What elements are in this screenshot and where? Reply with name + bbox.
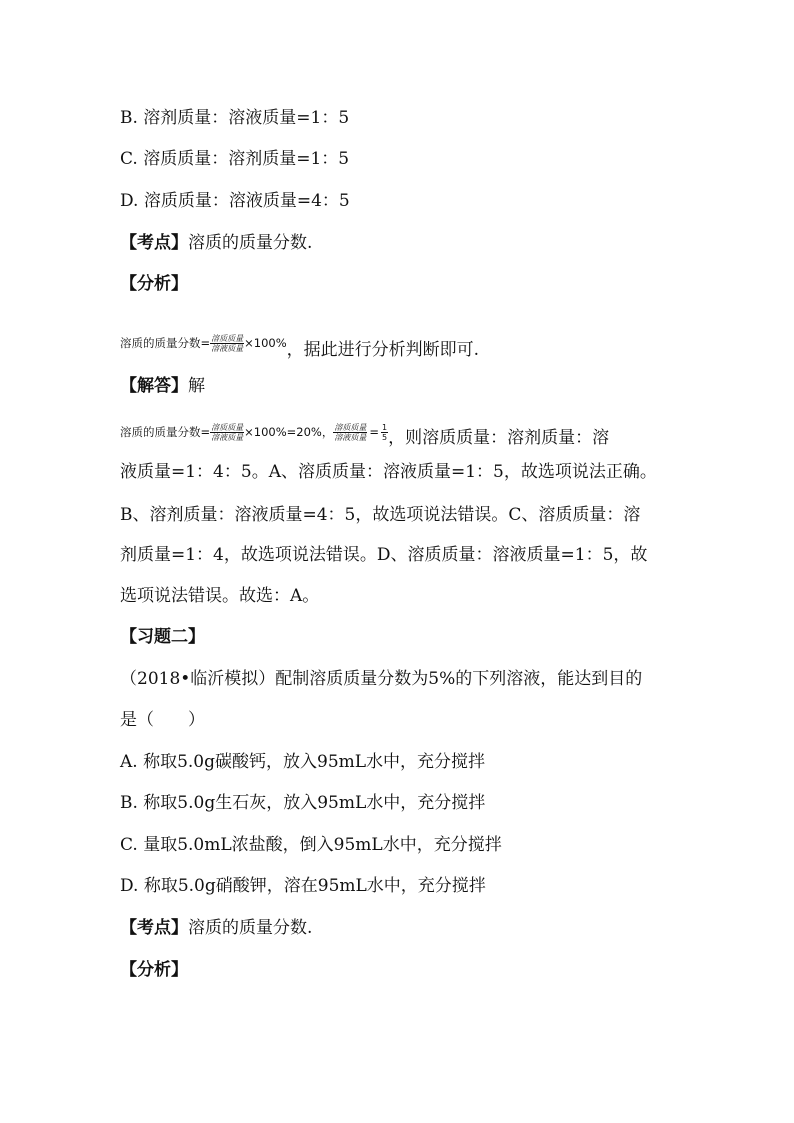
fraction-numerator: 1 [382, 422, 388, 432]
fraction [333, 423, 367, 442]
formula-rhs: ×100% [244, 336, 287, 350]
kaodian-tag: 【考点】 [120, 918, 188, 938]
formula2-eq: = [369, 425, 379, 439]
answer-line: B、溶剂质量：溶液质量=4：5，故选项说法错误。C、溶质质量：溶 [120, 505, 641, 525]
q2-option-b: B. 称取5.0g生石灰，放入95mL水中，充分搅拌 [120, 793, 486, 813]
formula2-suffix: ，则溶质质量：溶剂质量：溶 [388, 428, 610, 448]
fraction [210, 423, 244, 442]
jieda-text: 解 [188, 376, 205, 396]
fraction-denominator: 溶液质量 [334, 432, 367, 442]
fraction-denominator: 溶液质量 [211, 432, 244, 442]
formula2-mid: ×100%=20%， [244, 425, 334, 439]
formula-suffix: ，据此进行分析判断即可. [286, 340, 480, 360]
q2-stem-line: （2018•临沂模拟）配制溶质质量分数为5%的下列溶液，能达到目的 [120, 669, 643, 689]
formula2-lhs: 溶质的质量分数= [120, 425, 211, 439]
q2-option-a: A. 称取5.0g碳酸钙，放入95mL水中，充分搅拌 [120, 752, 486, 772]
fraction [210, 334, 244, 353]
q2-option-d: D. 称取5.0g硝酸钾，溶在95mL水中，充分搅拌 [120, 876, 486, 896]
q2-kaodian-line [120, 916, 312, 940]
jieda-line [120, 374, 205, 398]
kaodian-tag: 【考点】 [120, 233, 188, 253]
answer-line: 液质量=1：4：5。A、溶质质量：溶液质量=1：5，故选项说法正确。 [120, 462, 657, 482]
kaodian-text: 溶质的质量分数. [188, 233, 313, 253]
kaodian-line [120, 231, 312, 255]
fraction-denominator: 5 [382, 432, 388, 442]
q2-stem-line: 是（ ） [120, 710, 205, 730]
formula-line-1 [120, 324, 479, 362]
q2-option-c: C. 量取5.0mL浓盐酸，倒入95mL水中，充分搅拌 [120, 835, 502, 855]
option-b: B. 溶剂质量：溶液质量=1：5 [120, 108, 350, 128]
exercise-2-heading: 【习题二】 [120, 627, 205, 647]
answer-line: 选项说法错误。故选：A。 [120, 586, 320, 606]
kaodian-text: 溶质的质量分数. [188, 918, 313, 938]
fraction-numerator: 溶质质量 [211, 422, 244, 432]
jieda-tag: 【解答】 [120, 376, 188, 396]
fenxi-tag: 【分析】 [120, 274, 188, 294]
fraction-denominator: 溶液质量 [211, 343, 244, 353]
option-d: D. 溶质质量：溶液质量=4：5 [120, 191, 350, 211]
formula-line-2 [120, 414, 609, 450]
fraction-one-fifth [381, 423, 388, 442]
fraction-numerator: 溶质质量 [211, 333, 244, 343]
q2-fenxi-tag: 【分析】 [120, 960, 188, 980]
formula-lhs: 溶质的质量分数= [120, 336, 211, 350]
option-c: C. 溶质质量：溶剂质量=1：5 [120, 149, 350, 169]
fraction-numerator: 溶质质量 [334, 422, 367, 432]
answer-line: 剂质量=1：4，故选项说法错误。D、溶质质量：溶液质量=1：5，故 [120, 545, 648, 565]
